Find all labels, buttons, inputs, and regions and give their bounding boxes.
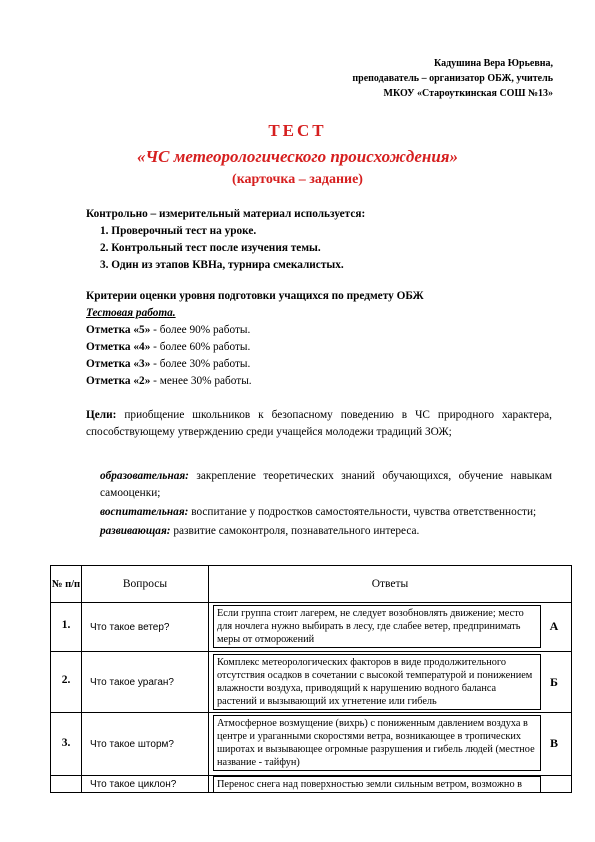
row-question: Что такое шторм? [82, 713, 209, 776]
row-answer: Если группа стоит лагерем, не следует возобновлять движение; место для ночлега нужно выбирать в лесу, где слабее ветер, предпринимать меры от отморожений [213, 605, 541, 648]
criteria-heading: Критерии оценки уровня подготовки учащихся по предмету ОБЖ [86, 290, 424, 302]
grade-text: - более 30% работы. [150, 358, 251, 370]
goal-text: воспитание у подростков самостоятельности, чувства ответственности; [188, 506, 537, 518]
usage-item: 1. Проверочный тест на уроке. [100, 225, 257, 237]
usage-item: 2. Контрольный тест после изучения темы. [100, 242, 321, 254]
row-num [51, 776, 82, 793]
work-label: Тестовая работа. [86, 307, 176, 319]
grade-label: Отметка «2» [86, 375, 151, 387]
grade-text: - более 90% работы. [150, 324, 251, 336]
row-question: Что такое ураган? [82, 652, 209, 713]
grade-line [86, 356, 552, 373]
goals-label: Цели: [86, 409, 117, 421]
goal-text: закрепление теоретических знаний обучающихся, обучение навыкам самооценки; [100, 470, 552, 499]
row-letter: Б [550, 674, 558, 689]
grade-line [86, 339, 552, 356]
table-row [51, 776, 572, 793]
header-num: № п/п [51, 566, 82, 603]
header-questions: Вопросы [82, 566, 209, 603]
goal-item [86, 523, 552, 540]
row-answer: Атмосферное возмущение (вихрь) с пониженным давлением воздуха в центре и ураганными скоростями ветра, возникающее в тропических широтах и вызывающее огромные разрушения и гибель людей (местное название - тайфун) [213, 715, 541, 771]
author-name: Кадушина Вера Юрьевна, [433, 58, 553, 69]
row-answer-cell [209, 776, 572, 793]
grade-line [86, 322, 552, 339]
goal-item [86, 468, 552, 502]
test-subject: «ЧС метеорологического происхождения» [136, 147, 459, 166]
usage-item: 3. Один из этапов КВНа, турнира смекалистых. [100, 259, 344, 271]
table-header-row [51, 566, 572, 603]
usage-heading: Контрольно – измерительный материал используется: [86, 208, 366, 220]
table-row [51, 603, 572, 652]
goal-item [86, 504, 552, 521]
goal-label: образовательная: [100, 470, 189, 482]
row-num: 3. [51, 713, 82, 776]
table-row [51, 713, 572, 776]
header-answers: Ответы [209, 566, 572, 603]
row-answer-cell [209, 713, 572, 776]
questions-table [50, 565, 572, 793]
author-position: преподаватель – организатор ОБЖ, учитель [352, 73, 553, 84]
goal-label: развивающая: [100, 525, 171, 537]
grade-label: Отметка «5» [86, 324, 151, 336]
grade-label: Отметка «4» [86, 341, 151, 353]
author-block [253, 56, 553, 101]
author-school: МКОУ «Староуткинская СОШ №13» [383, 88, 553, 99]
row-letter: А [549, 619, 559, 633]
document-title: ТЕСТ [268, 121, 327, 140]
row-num: 1. [51, 603, 82, 652]
usage-section [86, 206, 552, 274]
criteria-section [86, 288, 552, 390]
row-question: Что такое ветер? [82, 603, 209, 652]
grade-text: - более 60% работы. [150, 341, 251, 353]
test-subtitle: (карточка – задание) [232, 172, 363, 187]
goals-paragraph [86, 407, 552, 441]
row-letter: В [549, 735, 558, 750]
row-num: 2. [51, 652, 82, 713]
grade-text: - менее 30% работы. [150, 375, 252, 387]
row-answer: Перенос снега над поверхностью земли сильным ветром, возможно в [213, 776, 541, 792]
goals-text: приобщение школьников к безопасному поведению в ЧС природного характера, способствующему утверждению среди учащейся молодежи традиций ЗОЖ; [86, 409, 552, 438]
row-letter [541, 776, 567, 792]
goal-label: воспитательная: [100, 506, 189, 518]
row-answer-cell [209, 603, 572, 652]
table-row [51, 652, 572, 713]
goal-text: развитие самоконтроля, познавательного интереса. [170, 525, 420, 537]
row-answer-cell [209, 652, 572, 713]
row-answer: Комплекс метеорологических факторов в виде продолжительного отсутствия осадков в сочетании с высокой температурой и понижением влажности воздуха, приводящий к нарушению водного баланса растений и вызывающий их угнетение или гибель [213, 654, 541, 710]
goals-list [86, 468, 552, 540]
grade-label: Отметка «3» [86, 358, 151, 370]
row-question: Что такое циклон? [82, 776, 209, 793]
grade-line [86, 373, 552, 390]
